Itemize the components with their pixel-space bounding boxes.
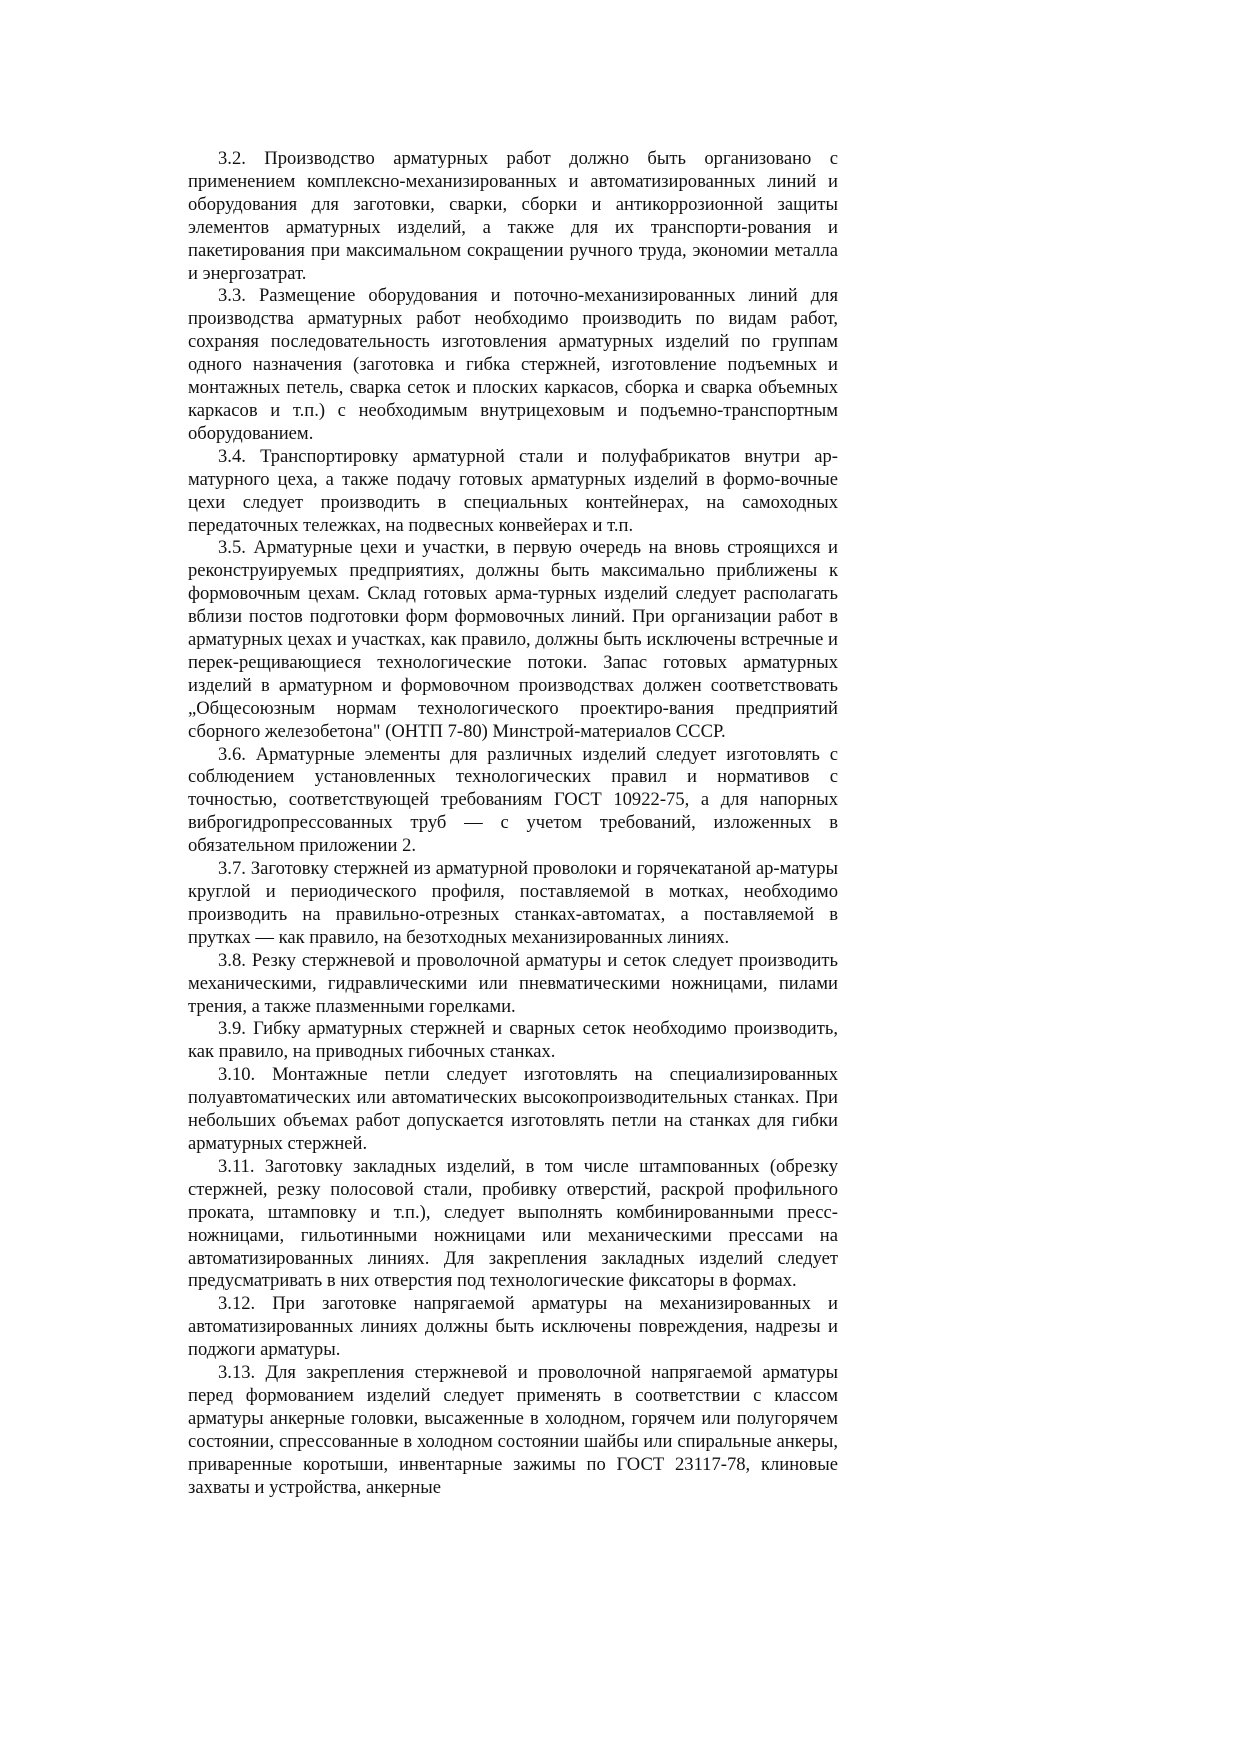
paragraph-3-8: 3.8. Резку стержневой и проволочной арматуры и сеток следует производить механическими, гидравлическими или пневматическими ножницами, пилами трения, а также плазменными горелками.	[188, 949, 838, 1017]
paragraph-3-11: 3.11. Заготовку закладных изделий, в том числе штампованных (обрезку стержней, резку полосовой стали, пробивку отверстий, раскрой профильного проката, штамповку и т.п.), следует выполнять комбинированными пресс-ножницами, гильотинными ножницами или механическими прессами на автоматизированных линиях. Для закрепления закладных изделий следует предусматривать в них отверстия под технологические фиксаторы в формах.	[188, 1155, 838, 1292]
paragraph-3-5: 3.5. Арматурные цехи и участки, в первую очередь на вновь строящихся и реконструируемых предприятиях, должны быть максимально приближены к формовочным цехам. Склад готовых арма-турных изделий следует располагать вблизи постов подготовки форм формовочных линий. При организации работ в арматурных цехах и участках, как правило, должны быть исключены встречные и перек-рещивающиеся технологические потоки. Запас готовых арматурных изделий в арматурном и формовочном производствах должен соответствовать „Общесоюзным нормам технологического проектиро-вания предприятий сборного железобетона" (ОНТП 7-80) Минстрой-материалов СССР.	[188, 537, 838, 742]
paragraph-3-9: 3.9. Гибку арматурных стержней и сварных сеток необходимо производить, как правило, на приводных гибочных станках.	[188, 1018, 838, 1063]
paragraph-3-6: 3.6. Арматурные элементы для различных изделий следует изготовлять с соблюдением установленных технологических правил и нормативов с точностью, соответствующей требованиям ГОСТ 10922-75, а для напорных виброгидропрессованных труб — с учетом требований, изложенных в обязательном приложении 2.	[188, 743, 838, 857]
paragraph-3-13: 3.13. Для закрепления стержневой и проволочной напрягаемой арматуры перед формованием изделий следует применять в соответствии с классом арматуры анкерные головки, высаженные в холодном, горячем или полугорячем состоянии, спрессованные в холодном состоянии шайбы или спиральные анкеры, приваренные коротыши, инвентарные зажимы по ГОСТ 23117-78, клиновые захваты и устройства, анкерные	[188, 1362, 838, 1498]
paragraph-3-3: 3.3. Размещение оборудования и поточно-механизированных линий для производства арматурных работ необходимо производить по видам работ, сохраняя последовательность изготовления арматурных изделий по группам одного назначения (заготовка и гибка стержней, изготовление подъемных и монтажных петель, сварка сеток и плоских каркасов, сборка и сварка объемных каркасов и т.п.) с необходимым внутрицеховым и подъемно-транспортным оборудованием.	[188, 285, 838, 444]
paragraph-3-4: 3.4. Транспортировку арматурной стали и полуфабрикатов внутри ар-матурного цеха, а также подачу готовых арматурных изделий в формо-вочные цехи следует производить в специальных контейнерах, на самоходных передаточных тележках, на подвесных конвейерах и т.п.	[188, 445, 838, 536]
document-page	[188, 148, 838, 1499]
paragraph-3-10: 3.10. Монтажные петли следует изготовлять на специализированных полуавтоматических или автоматических высокопроизводительных станках. При небольших объемах работ допускается изготовлять петли на станках для гибки арматурных стержней.	[188, 1064, 838, 1154]
paragraph-3-7: 3.7. Заготовку стержней из арматурной проволоки и горячекатаной ар-матуры круглой и периодического профиля, поставляемой в мотках, необходимо производить на правильно-отрезных станках-автоматах, а поставляемой в прутках — как правило, на безотходных механизированных линиях.	[188, 858, 838, 948]
paragraph-3-2: 3.2. Производство арматурных работ должно быть организовано с применением комплексно-механизированных и автоматизированных линий и оборудования для заготовки, сварки, сборки и антикоррозионной защиты элементов арматурных изделий, а также для их транспорти-рования и пакетирования при максимальном сокращении ручного труда, экономии металла и энергозатрат.	[188, 148, 838, 284]
paragraph-3-12: 3.12. При заготовке напрягаемой арматуры на механизированных и автоматизированных линиях должны быть исключены повреждения, надрезы и поджоги арматуры.	[188, 1293, 838, 1361]
